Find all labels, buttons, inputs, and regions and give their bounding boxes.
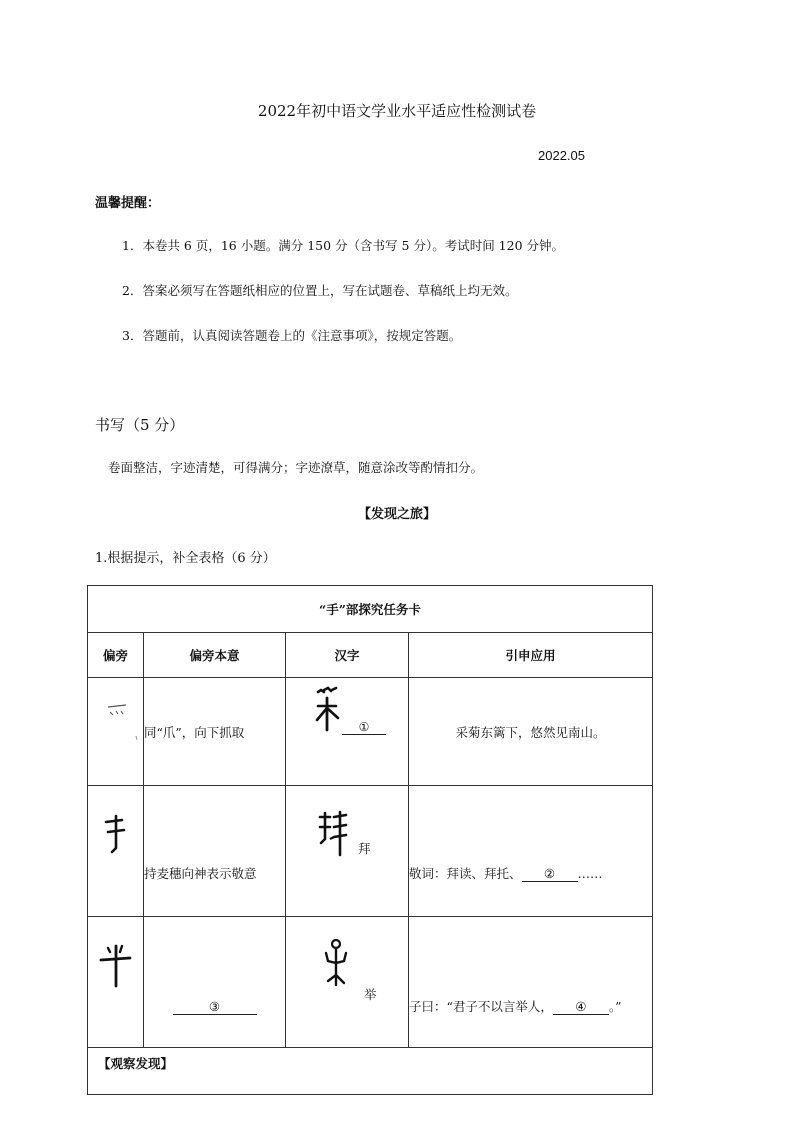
header-radical: 偏旁 bbox=[88, 633, 144, 678]
character-cell bbox=[286, 678, 409, 786]
page-title: 2022年初中语文学业水平适应性检测试卷 bbox=[257, 102, 537, 120]
radical-cell bbox=[88, 678, 144, 786]
hand-radical-glyph bbox=[88, 802, 143, 898]
application-cell bbox=[409, 786, 653, 917]
application-suffix: …… bbox=[577, 866, 603, 881]
exam-date: 2022.05 bbox=[538, 148, 585, 163]
header-meaning: 偏旁本意 bbox=[144, 633, 286, 678]
table-row bbox=[88, 786, 653, 917]
application-suffix: 。” bbox=[608, 999, 622, 1014]
reminder-label: 温馨提醒： bbox=[95, 196, 161, 211]
application-cell bbox=[409, 678, 653, 786]
application-prefix: 子曰：“君子不以言举人， bbox=[409, 999, 553, 1014]
header-application: 引申应用 bbox=[409, 633, 653, 678]
application-prefix: 敬词：拜读、拜托、 bbox=[409, 866, 522, 881]
writing-heading: 书写（5 分） bbox=[95, 416, 185, 434]
ancient-bai-glyph bbox=[316, 809, 352, 859]
rule-item: 3．答题前，认真阅读答题卷上的《注意事项》，按规定答题。 bbox=[122, 328, 462, 343]
section-title: 【发现之旅】 bbox=[357, 507, 436, 522]
answer-blank-2[interactable]: ② bbox=[522, 866, 578, 882]
meaning-cell: 同“爪”，向下抓取 bbox=[144, 678, 286, 786]
rule-item: 2．答案必须写在答题纸相应的位置上，写在试题卷、草稿纸上均无效。 bbox=[122, 283, 518, 298]
task-card-table bbox=[87, 585, 653, 1095]
card-title: “手”部探究任务卡 bbox=[88, 586, 653, 633]
character-bai: 拜 bbox=[358, 841, 371, 856]
answer-blank-1[interactable]: ① bbox=[342, 720, 386, 735]
question-1-prompt: 1.根据提示，补全表格（6 分） bbox=[95, 551, 276, 566]
application-cell bbox=[409, 917, 653, 1048]
header-character: 汉字 bbox=[286, 633, 409, 678]
character-cell bbox=[286, 786, 409, 917]
character-cell bbox=[286, 917, 409, 1048]
radical-cell bbox=[88, 917, 144, 1048]
rule-item: 1．本卷共 6 页，16 小题。满分 150 分（含书写 5 分）。考试时间 120 分钟。 bbox=[122, 238, 564, 253]
answer-blank-4[interactable]: ④ bbox=[553, 999, 609, 1015]
meaning-cell: 持麦穗向神表示敬意 bbox=[144, 786, 286, 917]
table-header-row bbox=[88, 633, 653, 678]
character-ju: 举 bbox=[364, 987, 377, 1002]
radical-cell bbox=[88, 786, 144, 917]
table-row bbox=[88, 917, 653, 1048]
claw-radical-glyph bbox=[88, 678, 143, 782]
ancient-ju-glyph bbox=[320, 937, 352, 991]
answer-blank-3[interactable]: ③ bbox=[173, 999, 257, 1015]
observation-label: 【观察发现】 bbox=[88, 1048, 653, 1095]
table-row bbox=[88, 678, 653, 786]
application-text: 采菊东篱下，悠然见南山。 bbox=[455, 724, 606, 740]
hand-variant-radical-glyph bbox=[88, 932, 143, 1030]
writing-description: 卷面整洁，字迹清楚，可得满分；字迹潦草，随意涂改等酌情扣分。 bbox=[108, 460, 484, 475]
meaning-cell bbox=[144, 917, 286, 1048]
ancient-cai-glyph bbox=[312, 686, 342, 732]
